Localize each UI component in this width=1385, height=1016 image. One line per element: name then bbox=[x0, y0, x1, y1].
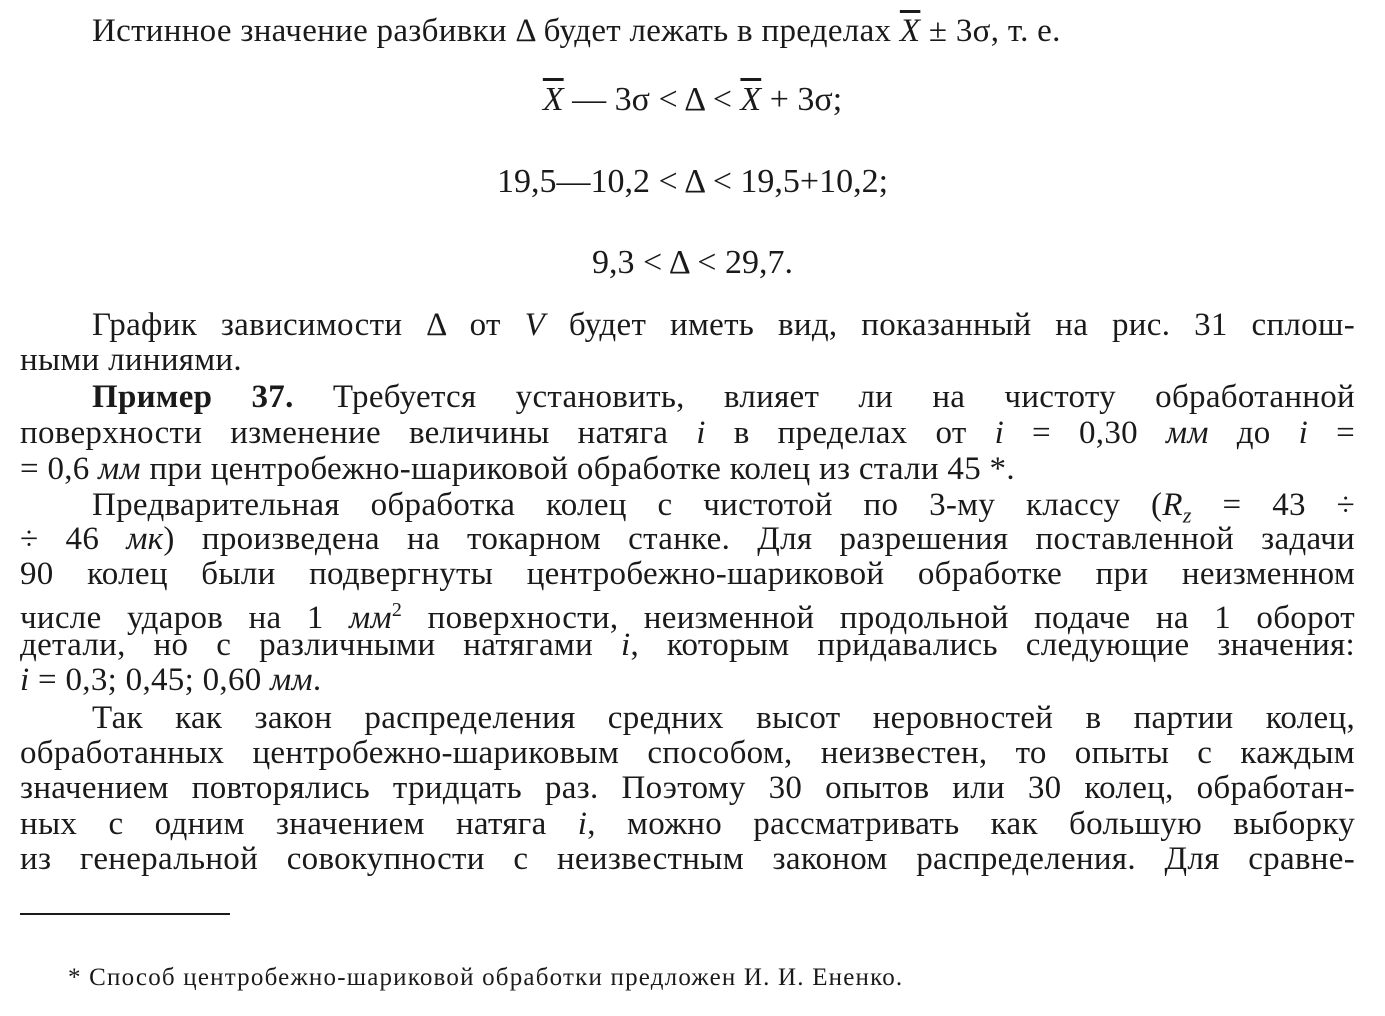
subscript-z: z bbox=[1182, 502, 1192, 528]
text-span: . bbox=[312, 662, 322, 698]
variable-i: i bbox=[1298, 415, 1309, 451]
prelim-line-2 bbox=[20, 520, 1355, 558]
equation-1-end: + 3σ; bbox=[761, 81, 843, 118]
text-span: , которым придавались следующие значения: bbox=[630, 627, 1355, 663]
law-line-2 bbox=[20, 734, 1355, 772]
text-span: Так как закон распределения средних высот неровностей в партии колец, bbox=[92, 700, 1355, 736]
text-span: поверхности, неизменной продольной подаче на 1 оборот bbox=[402, 600, 1355, 636]
graph-paragraph-line-1 bbox=[92, 306, 1355, 344]
text-span: числе ударов на 1 bbox=[20, 600, 350, 636]
law-line-5 bbox=[20, 840, 1355, 878]
text-span: при центробежно-шариковой обработке колец из стали 45 *. bbox=[140, 451, 1015, 487]
text-span: ÷ 46 bbox=[20, 521, 127, 557]
unit-mm: мм bbox=[349, 600, 392, 636]
equation-1-mid: — 3σ < Δ < bbox=[563, 81, 741, 118]
unit-mm: мм bbox=[270, 662, 313, 698]
x-bar-symbol: $\overline{X}$ bbox=[740, 81, 762, 118]
intro-line bbox=[92, 12, 1061, 50]
example-line-3 bbox=[20, 450, 1015, 488]
law-line-1 bbox=[92, 699, 1355, 737]
law-line-3 bbox=[20, 769, 1355, 807]
text-span: = 0,6 bbox=[20, 451, 99, 487]
text-span: будет иметь вид, показанный на рис. 31 сплош- bbox=[545, 307, 1355, 343]
example-line-1 bbox=[92, 378, 1355, 416]
equation-3: 9,3 < Δ < 29,7. bbox=[592, 244, 793, 281]
equation-1 bbox=[0, 80, 1385, 120]
variable-i: i bbox=[994, 415, 1005, 451]
text-span: в пределах от bbox=[705, 415, 995, 451]
example-label: Пример 37. bbox=[92, 379, 294, 415]
text-span: = bbox=[1308, 415, 1356, 451]
example-line-2 bbox=[20, 414, 1355, 452]
superscript-2: 2 bbox=[391, 599, 403, 621]
graph-paragraph-line-2: ными линиями. bbox=[20, 342, 242, 378]
text-span: = 0,3; 0,45; 0,60 bbox=[29, 662, 271, 698]
text-span: из генеральной совокупности с неизвестным законом распределения. Для сравне- bbox=[20, 841, 1355, 877]
intro-text: Истинное значение разбивки Δ будет лежать в пределах bbox=[92, 13, 900, 49]
law-line-4 bbox=[20, 805, 1355, 843]
x-bar-symbol: $\overline{X}$ bbox=[899, 13, 921, 49]
prelim-line-3 bbox=[20, 555, 1355, 593]
text-span: поверхности изменение величины натяга bbox=[20, 415, 697, 451]
x-bar-symbol: $\overline{X}$ bbox=[542, 81, 564, 118]
text-span: значением повторялись тридцать раз. Поэтому 30 опытов или 30 колец, обработан- bbox=[20, 770, 1355, 806]
variable-i: i bbox=[696, 415, 706, 451]
text-span: детали, но с различными натягами bbox=[20, 627, 621, 663]
variable-r: R bbox=[1162, 487, 1183, 523]
text-span: до bbox=[1208, 415, 1299, 451]
equation-2: 19,5—10,2 < Δ < 19,5+10,2; bbox=[496, 163, 889, 200]
footnote: * Способ центробежно-шариковой обработки предложен И. И. Ененко. bbox=[68, 964, 904, 991]
text-span: Предварительная обработка колец с чистотой по 3-му классу ( bbox=[92, 487, 1163, 523]
text-span: , можно рассматривать как большую выборку bbox=[587, 806, 1355, 842]
text-span: 90 колец были подвергнуты центробежно-шариковой обработке при неизменном bbox=[20, 556, 1355, 592]
text-span: ) произведена на токарном станке. Для разрешения поставленной задачи bbox=[163, 521, 1355, 557]
unit-mm: мм bbox=[1165, 415, 1209, 451]
unit-mk: мк bbox=[126, 521, 164, 557]
text-span: Требуется установить, влияет ли на чистоту обработанной bbox=[293, 379, 1356, 415]
text-span: График зависимости Δ от bbox=[92, 307, 525, 343]
text-span: обработанных центробежно-шариковым способом, неизвестен, то опыты с каждым bbox=[20, 735, 1355, 771]
prelim-line-6 bbox=[20, 661, 321, 699]
variable-i: i bbox=[20, 662, 30, 698]
text-span: ных с одним значением натяга bbox=[20, 806, 578, 842]
text-span: = 0,30 bbox=[1004, 415, 1166, 451]
variable-i: i bbox=[620, 627, 631, 663]
variable-v: V bbox=[524, 307, 546, 343]
footnote-divider bbox=[20, 913, 230, 915]
prelim-line-5 bbox=[20, 626, 1355, 664]
intro-text-end: ± 3σ, т. е. bbox=[920, 13, 1061, 49]
text-span: = 43 ÷ bbox=[1191, 487, 1355, 523]
variable-i: i bbox=[577, 806, 588, 842]
unit-mm: мм bbox=[98, 451, 141, 487]
